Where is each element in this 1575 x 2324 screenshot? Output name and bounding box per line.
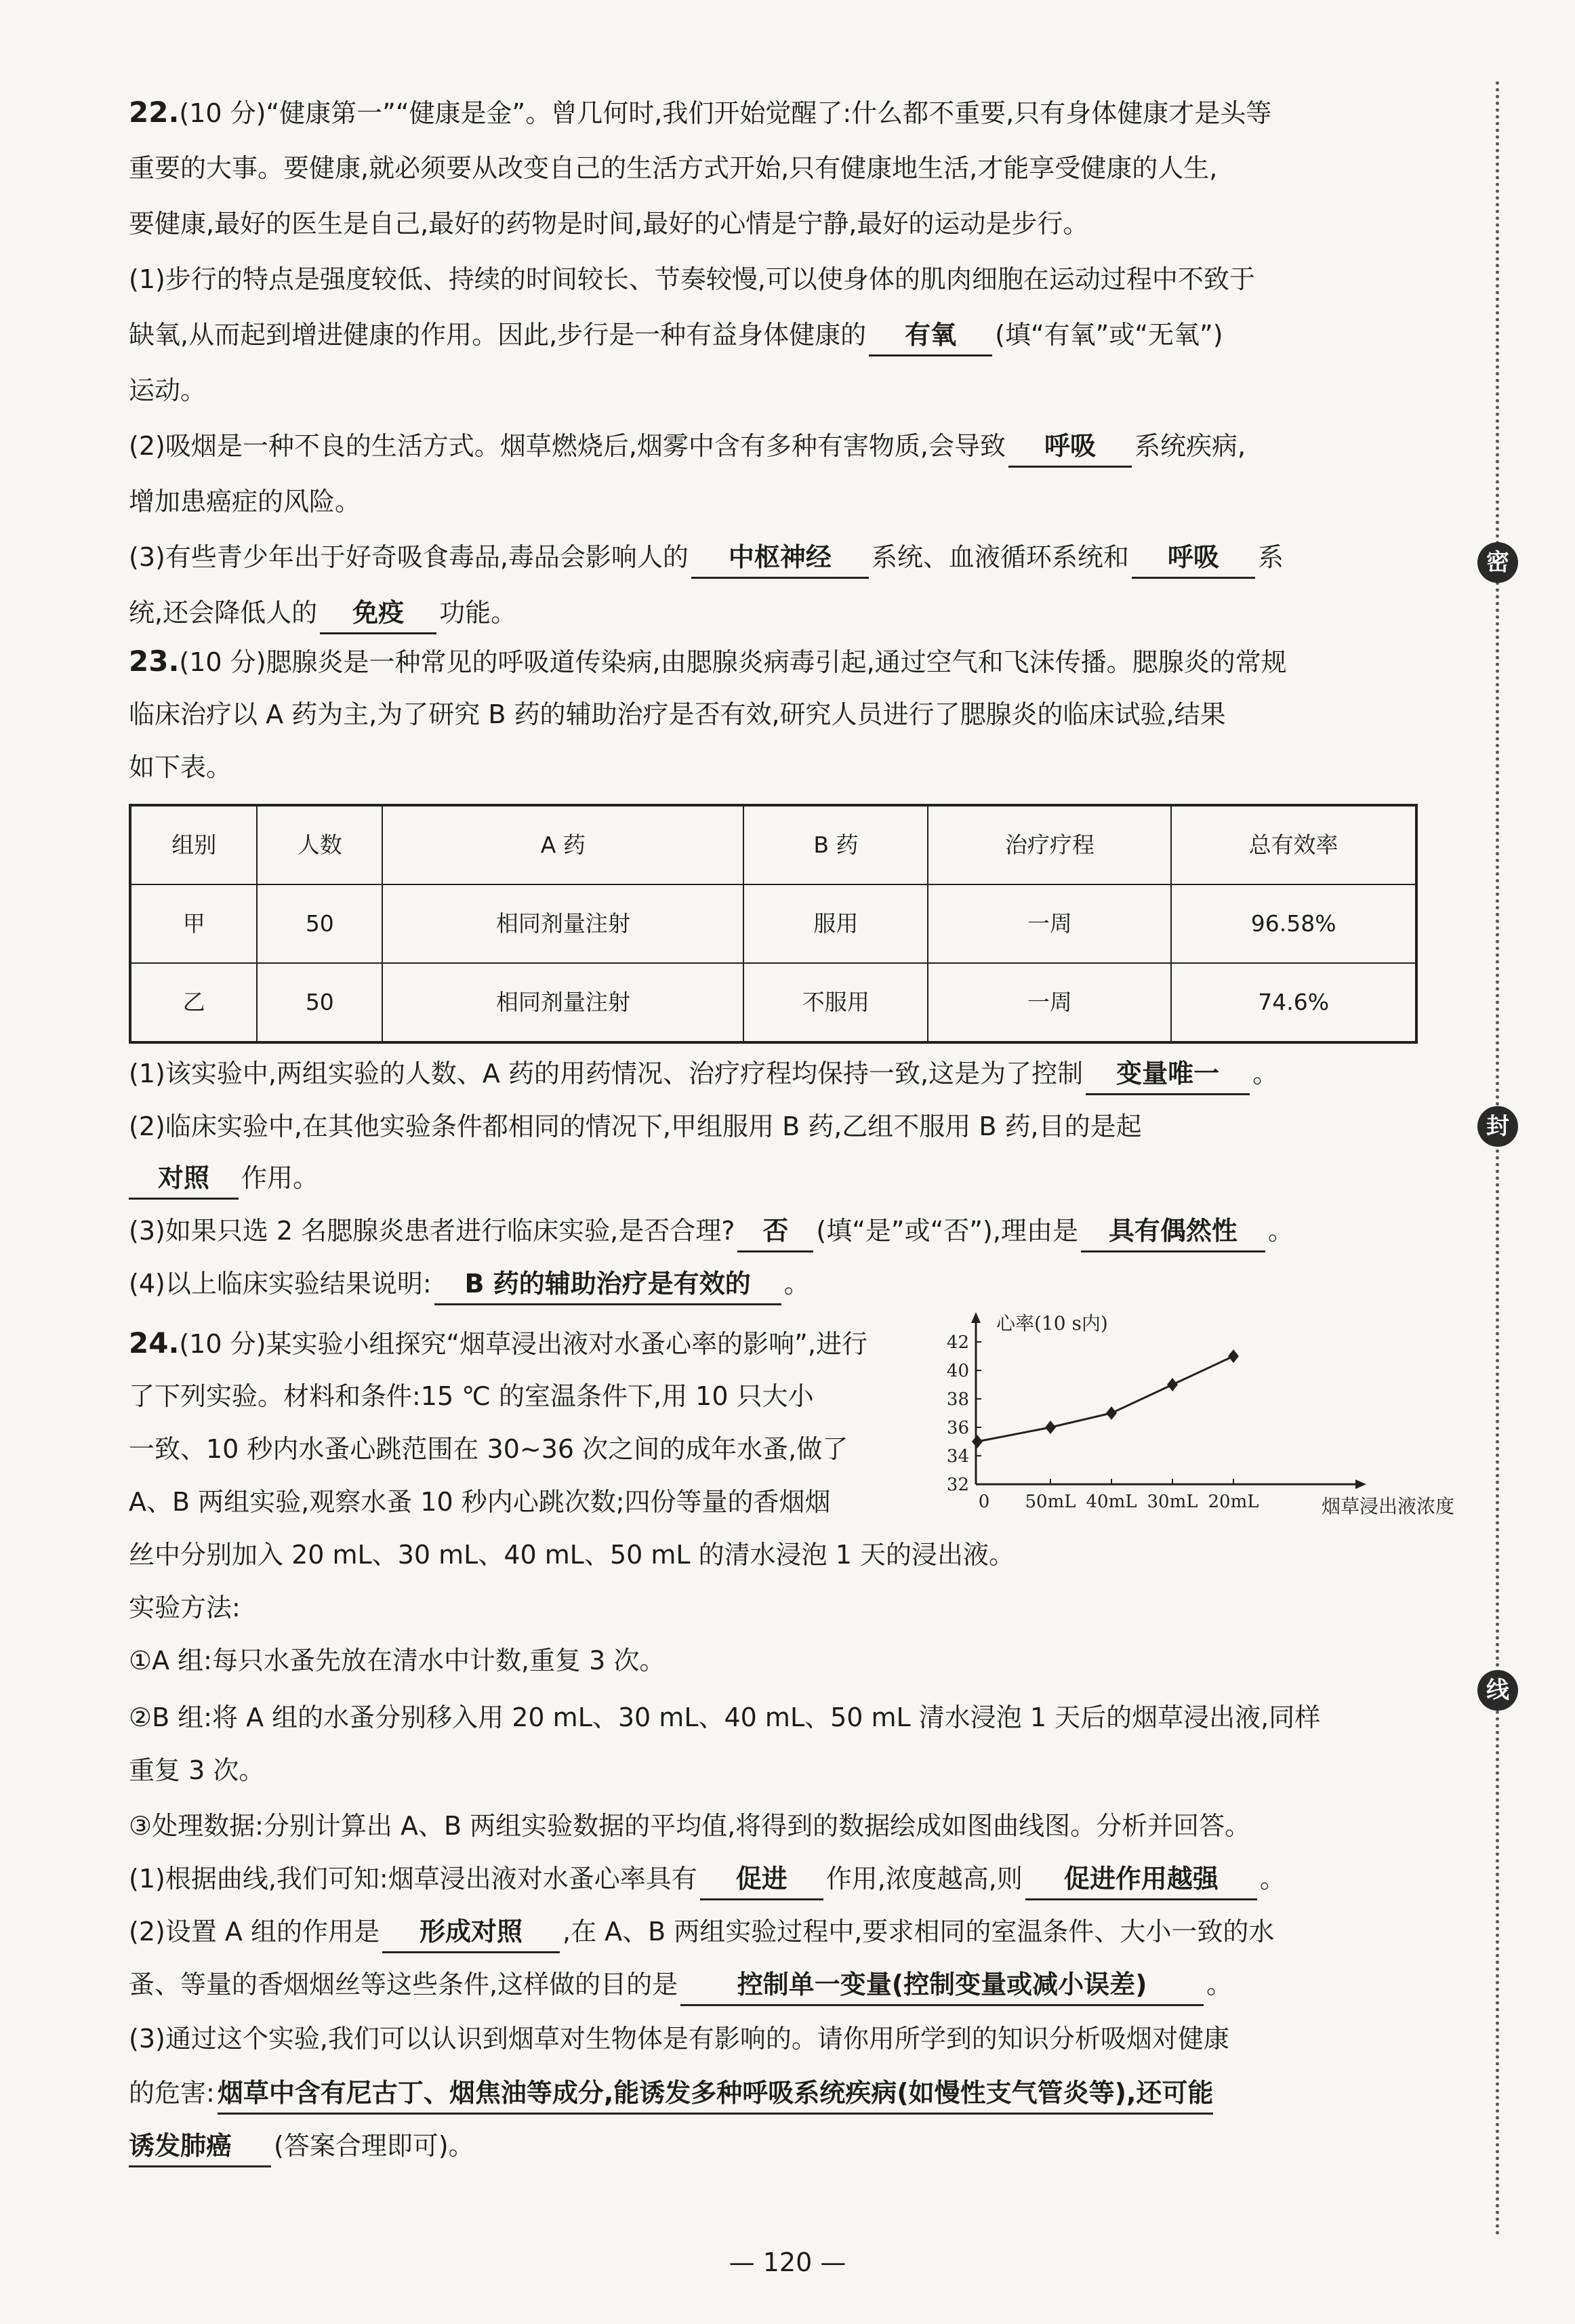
table-cell: 一周: [928, 884, 1171, 963]
binding-dotted-line: [1496, 81, 1499, 2237]
y-tick-label: 34: [946, 1446, 969, 1467]
q24-number: 24.: [129, 1326, 180, 1360]
data-point: [972, 1435, 983, 1448]
table-header: 治疗疗程: [928, 805, 1171, 884]
table-cell: 不服用: [743, 963, 928, 1042]
q24-line-10: ③处理数据:分别计算出 A、B 两组实验数据的平均值,将得到的数据绘成如图曲线图。分析并回答。: [129, 1811, 1251, 1841]
table-cell: 乙: [130, 963, 257, 1042]
q23-line-3: 如下表。: [129, 752, 232, 782]
x-tick-label: 20mL: [1208, 1492, 1259, 1512]
table-cell: 服用: [743, 884, 928, 963]
x-tick-label: 0: [978, 1492, 990, 1512]
q23-s1-line: (1)该实验中,两组实验的人数、A 药的用药情况、治疗疗程均保持一致,这是为了控制 变量唯一 。: [129, 1048, 1416, 1099]
data-point: [1167, 1378, 1178, 1391]
q23-line-1: 23.(10 分)腮腺炎是一种常见的呼吸道传染病,由腮腺炎病毒引起,通过空气和飞沫传播。腮腺炎的常规: [129, 645, 1287, 678]
answer-blank: B 药的辅助治疗是有效的: [434, 1264, 781, 1305]
q22-s3-line-2: 统,还会降低人的 免疫 功能。: [129, 587, 1416, 638]
table-header: 总有效率: [1171, 805, 1416, 884]
x-tick-label: 30mL: [1147, 1492, 1198, 1512]
page-number: — 120 —: [729, 2247, 846, 2277]
q24-s1-line: (1)根据曲线,我们可知:烟草浸出液对水蚤心率具有 促进 作用,浓度越高,则 促进作用越强 。: [129, 1853, 1416, 1904]
answer-blank: 呼吸: [1008, 426, 1132, 468]
q22-line-1: [129, 87, 1416, 139]
x-axis-label: 烟草浸出液浓度: [1322, 1495, 1455, 1517]
q24-line-4: A、B 两组实验,观察水蚤 10 秒内心跳次数;四份等量的香烟烟: [129, 1487, 831, 1517]
answer-blank: 变量唯一: [1086, 1054, 1250, 1095]
y-tick-label: 42: [946, 1332, 969, 1353]
y-axis-label: 心率(10 s内): [996, 1312, 1108, 1334]
x-tick-label: 40mL: [1086, 1492, 1137, 1512]
table-cell: 甲: [130, 884, 257, 963]
q24-line-9: 重复 3 次。: [129, 1755, 265, 1785]
seal-mark: 封: [1477, 1106, 1518, 1147]
table-row: [130, 884, 1416, 963]
table-header: A 药: [382, 805, 743, 884]
q22-s2-line: (2)吸烟是一种不良的生活方式。烟草燃烧后,烟雾中含有多种有害物质,会导致 呼吸 系统疾病,: [129, 420, 1416, 472]
x-axis-arrow: [1355, 1480, 1366, 1489]
table-header: B 药: [743, 805, 928, 884]
q24-line-3: 一致、10 秒内水蚤心跳范围在 30~36 次之间的成年水蚤,做了: [129, 1434, 848, 1464]
answer-blank: 有氧: [869, 315, 992, 356]
answer-blank: 免疫: [320, 593, 436, 634]
q24-line-1: 24.(10 分)某实验小组探究“烟草浸出液对水蚤心率的影响”,进行: [129, 1326, 867, 1360]
y-tick-label: 40: [946, 1361, 969, 1381]
table-cell: 一周: [928, 963, 1171, 1042]
table-header: 组别: [130, 805, 257, 884]
y-tick-label: 38: [946, 1389, 969, 1410]
q24-line-6: 实验方法:: [129, 1593, 241, 1623]
q22-line-4: (1)步行的特点是强度较低、持续的时间较长、节奏较慢,可以使身体的肌肉细胞在运动过程中不致于: [129, 264, 1255, 294]
q24-s3-line-3: 诱发肺癌 (答案合理即可)。: [129, 2120, 1416, 2172]
q22-s3-line: (3)有些青少年出于好奇吸食毒品,毒品会影响人的 中枢神经 系统、血液循环系统和 呼吸 系: [129, 531, 1416, 583]
answer-blank: 形成对照: [382, 1912, 560, 1953]
q24-line-2: 了下列实验。材料和条件:15 ℃ 的室温条件下,用 10 只大小: [129, 1381, 814, 1411]
q23-s2-line-2: 对照 作用。: [129, 1152, 1416, 1204]
y-axis-arrow: [971, 1312, 981, 1323]
results-table: [129, 804, 1418, 1044]
q24-line-5: 丝中分别加入 20 mL、30 mL、40 mL、50 mL 的清水浸泡 1 天的浸出液。: [129, 1540, 1015, 1570]
q22-number: 22.: [129, 96, 180, 129]
q24-s2-line-2: 蚤、等量的香烟烟丝等这些条件,这样做的目的是 控制单一变量(控制变量或减小误差) 。: [129, 1959, 1416, 2010]
q24-s2-line: (2)设置 A 组的作用是 形成对照 ,在 A、B 两组实验过程中,要求相同的室温条件、大小一致的水: [129, 1906, 1416, 1957]
data-point: [1045, 1421, 1056, 1434]
q22-s1-line-2: 运动。: [129, 375, 207, 405]
answer-blank: 呼吸: [1132, 537, 1255, 579]
answer-blank: 控制单一变量(控制变量或减小误差): [680, 1965, 1204, 2006]
table-cell: 相同剂量注射: [382, 884, 743, 963]
answer-blank: 中枢神经: [691, 537, 869, 579]
table-cell: 50: [257, 963, 382, 1042]
data-point: [1228, 1349, 1239, 1363]
q23-s3-line: (3)如果只选 2 名腮腺炎患者进行临床实验,是否合理? 否 (填“是”或“否”),理由是 具有偶然性 。: [129, 1205, 1416, 1257]
table-cell: 74.6%: [1171, 963, 1416, 1042]
answer-blank: 否: [737, 1211, 813, 1252]
answer-blank: 促进作用越强: [1025, 1859, 1257, 1900]
answer-blank: 具有偶然性: [1081, 1211, 1265, 1252]
y-tick-label: 32: [946, 1475, 969, 1495]
q22-text-1: (10 分)“健康第一”“健康是金”。曾几何时,我们开始觉醒了:什么都不重要,只有身体健康才是头等: [179, 98, 1272, 128]
seal-mark: 线: [1477, 1670, 1518, 1711]
answer-blank: 对照: [129, 1158, 239, 1200]
q22-s1-line: 缺氧,从而起到增进健康的作用。因此,步行是一种有益身体健康的 有氧 (填“有氧”或“无氧”): [129, 309, 1416, 361]
table-cell: 相同剂量注射: [382, 963, 743, 1042]
q23-s4-line: (4)以上临床实验结果说明: B 药的辅助治疗是有效的 。: [129, 1258, 1416, 1309]
q24-s3-line-2: 的危害: 烟草中含有尼古丁、烟焦油等成分,能诱发多种呼吸系统疾病(如慢性支气管炎等),还可能: [129, 2067, 1416, 2119]
table-row: [130, 963, 1416, 1042]
q22-line-3: 要健康,最好的医生是自己,最好的药物是时间,最好的心情是宁静,最好的运动是步行。: [129, 209, 1089, 239]
data-line: [977, 1356, 1233, 1442]
q24-line-8: ②B 组:将 A 组的水蚤分别移入用 20 mL、30 mL、40 mL、50 mL 清水浸泡 1 天后的烟草浸出液,同样: [129, 1703, 1321, 1732]
heart-rate-chart: [935, 1312, 1455, 1532]
q24-s3-line: (3)通过这个实验,我们可以认识到烟草对生物体是有影响的。请你用所学到的知识分析吸烟对健康: [129, 2024, 1229, 2054]
q22-s2-line-2: 增加患癌症的风险。: [129, 487, 361, 516]
y-tick-label: 36: [946, 1418, 969, 1438]
seal-mark: 密: [1477, 542, 1518, 583]
x-tick-label: 50mL: [1025, 1492, 1076, 1512]
q23-s2-line: (2)临床实验中,在其他实验条件都相同的情况下,甲组服用 B 药,乙组不服用 B 药,目的是起: [129, 1112, 1142, 1141]
answer-blank: 诱发肺癌: [129, 2126, 271, 2167]
answer-blank: 烟草中含有尼古丁、烟焦油等成分,能诱发多种呼吸系统疾病(如慢性支气管炎等),还可能: [218, 2073, 1214, 2115]
q23-line-2: 临床治疗以 A 药为主,为了研究 B 药的辅助治疗是否有效,研究人员进行了腮腺炎的临床试验,结果: [129, 699, 1226, 729]
table-header: 人数: [257, 805, 382, 884]
table-header-row: [130, 805, 1416, 884]
answer-blank: 促进: [700, 1859, 823, 1900]
data-point: [1106, 1406, 1117, 1420]
table-cell: 50: [257, 884, 382, 963]
table-cell: 96.58%: [1171, 884, 1416, 963]
q23-number: 23.: [129, 645, 180, 678]
q24-line-7: ①A 组:每只水蚤先放在清水中计数,重复 3 次。: [129, 1646, 666, 1675]
q22-line-2: 重要的大事。要健康,就必须要从改变自己的生活方式开始,只有健康地生活,才能享受健康的人生,: [129, 153, 1218, 183]
